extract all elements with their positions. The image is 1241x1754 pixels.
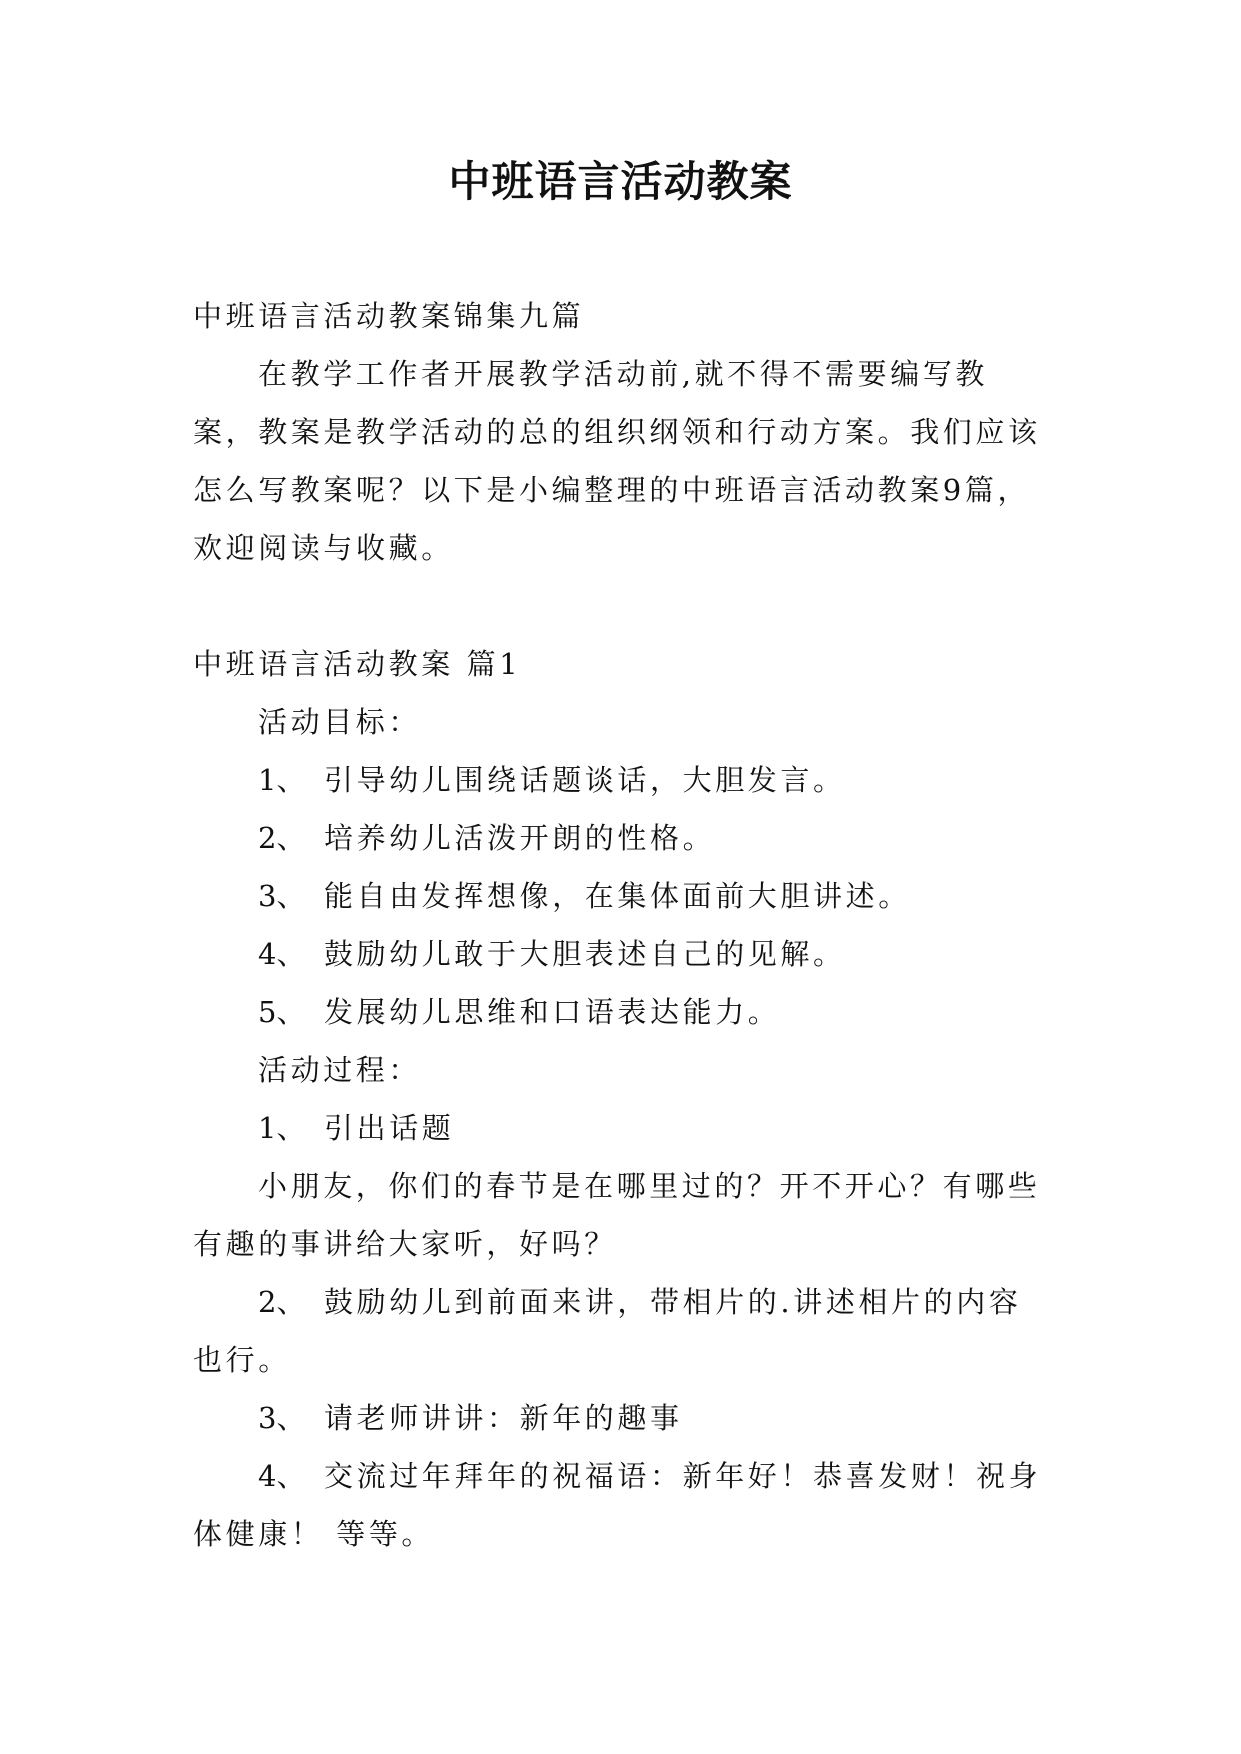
goal-text: 培养幼儿活泼开朗的性格。 bbox=[324, 821, 716, 855]
goal-number: 3、 bbox=[258, 879, 306, 913]
document-body bbox=[193, 287, 1053, 1563]
goal-item bbox=[193, 751, 1053, 809]
step-detail: 小朋友，你们的春节是在哪里过的？开不开心？有哪些有趣的事讲给大家听，好吗？ bbox=[193, 1169, 1041, 1261]
goal-number: 4、 bbox=[258, 937, 306, 971]
step-number: 3、 bbox=[258, 1401, 306, 1435]
goals-label: 活动目标： bbox=[258, 705, 422, 739]
document-title: 中班语言活动教案 bbox=[448, 157, 793, 206]
step-number: 2、 bbox=[258, 1285, 306, 1319]
intro-paragraph: 在教学工作者开展教学活动前,就不得不需要编写教案，教案是教学活动的总的组织纲领和行动方案。我们应该怎么写教案呢？以下是小编整理的中班语言活动教案9篇，欢迎阅读与收藏。 bbox=[193, 357, 1041, 565]
goal-item bbox=[193, 809, 1053, 867]
paragraph-spacer bbox=[193, 577, 1053, 635]
step-text: 交流过年拜年的祝福语：新年好！恭喜发财！祝身体健康！ 等等。 bbox=[193, 1459, 1042, 1551]
step-item bbox=[193, 1273, 1053, 1389]
goal-number: 1、 bbox=[258, 763, 306, 797]
goal-text: 引导幼儿围绕话题谈话，大胆发言。 bbox=[324, 763, 846, 797]
goal-item bbox=[193, 983, 1053, 1041]
step-item bbox=[193, 1099, 1053, 1157]
step-text: 请老师讲讲：新年的趣事 bbox=[324, 1401, 683, 1435]
goal-text: 能自由发挥想像，在集体面前大胆讲述。 bbox=[324, 879, 911, 913]
goal-item bbox=[193, 925, 1053, 983]
step-text: 引出话题 bbox=[324, 1111, 455, 1145]
step-item bbox=[193, 1447, 1053, 1563]
goal-item bbox=[193, 867, 1053, 925]
goal-number: 5、 bbox=[258, 995, 306, 1029]
goal-text: 发展幼儿思维和口语表达能力。 bbox=[324, 995, 781, 1029]
goal-text: 鼓励幼儿敢于大胆表述自己的见解。 bbox=[324, 937, 846, 971]
section-heading: 中班语言活动教案 篇1 bbox=[193, 647, 522, 681]
collection-subtitle: 中班语言活动教案锦集九篇 bbox=[193, 299, 585, 333]
step-number: 4、 bbox=[258, 1459, 306, 1493]
process-label: 活动过程： bbox=[258, 1053, 422, 1087]
step-text: 鼓励幼儿到前面来讲，带相片的.讲述相片的内容也行。 bbox=[193, 1285, 1022, 1377]
goal-number: 2、 bbox=[258, 821, 306, 855]
step-number: 1、 bbox=[258, 1111, 306, 1145]
step-item bbox=[193, 1389, 1053, 1447]
